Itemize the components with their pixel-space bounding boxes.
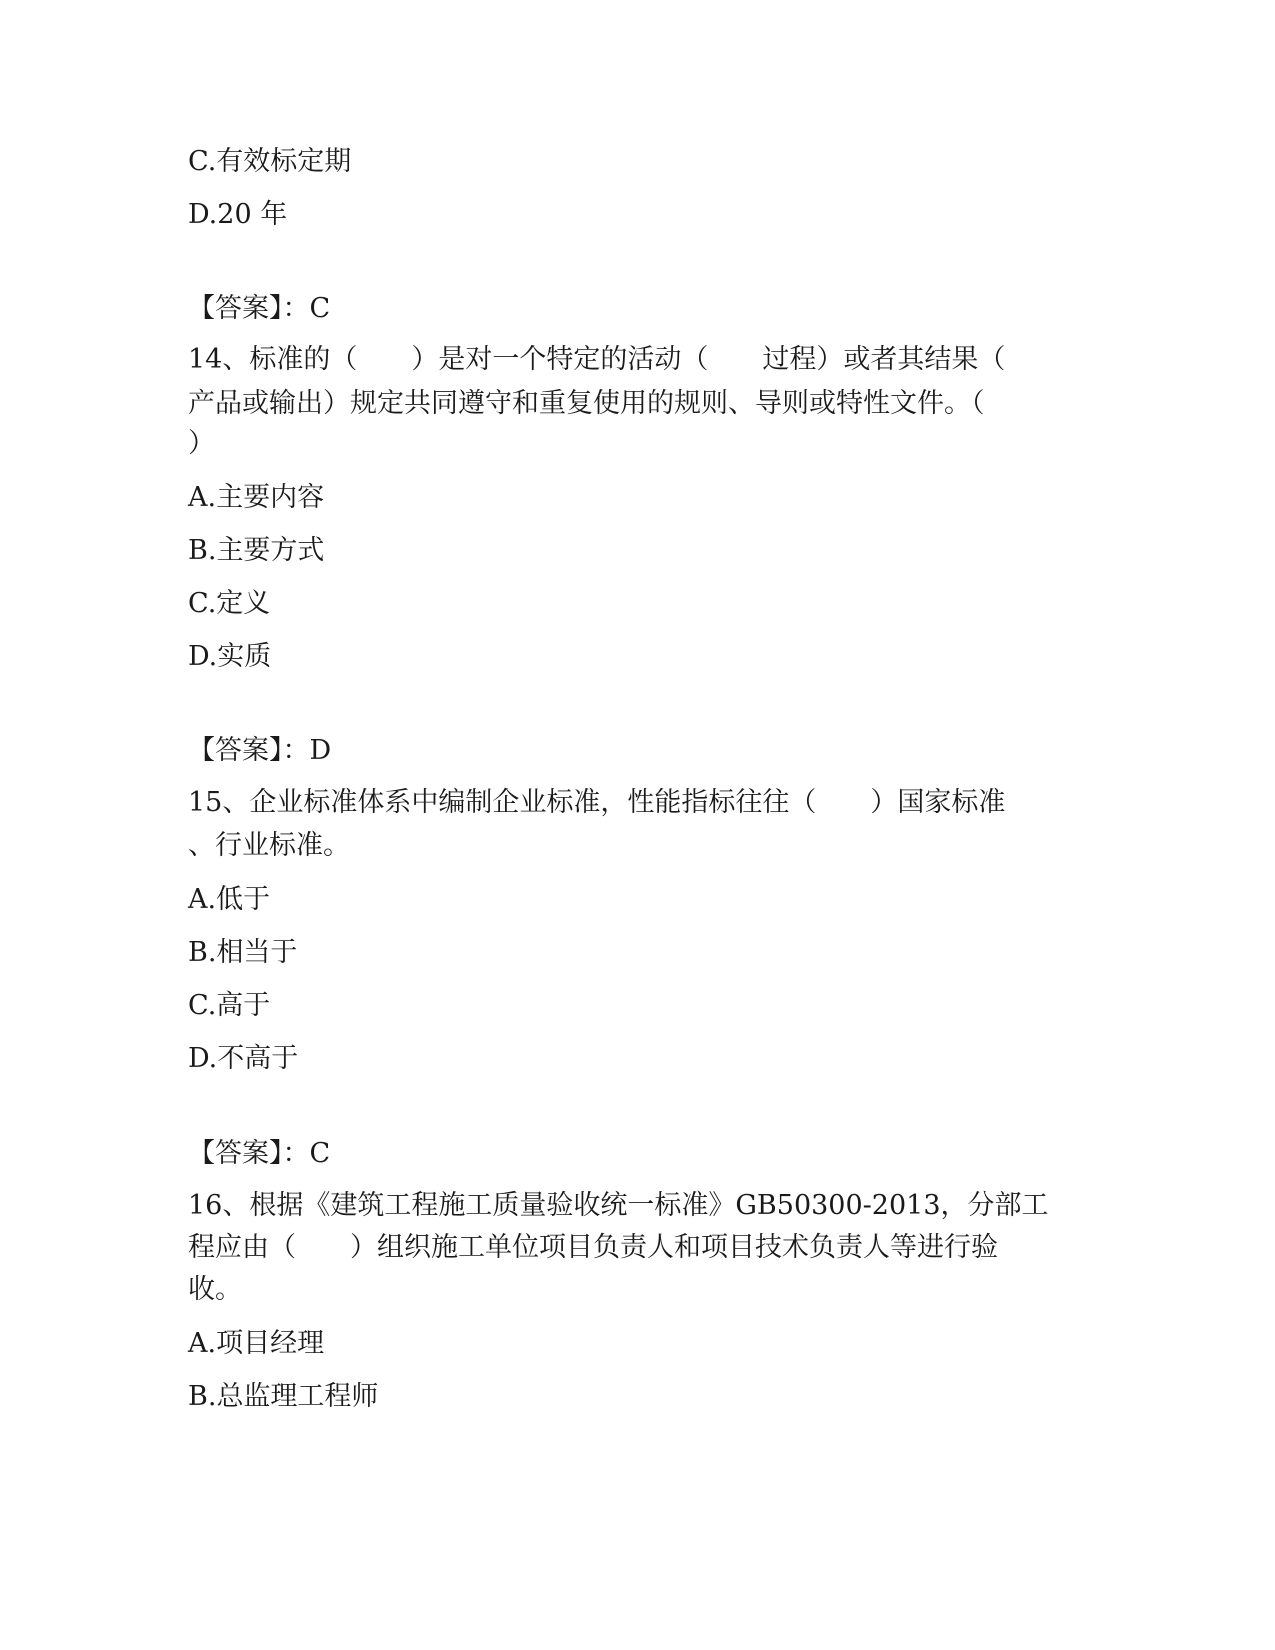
option-d: D.不高于 [188, 1043, 299, 1074]
option-c: C.高于 [188, 990, 271, 1021]
option-d: D.20 年 [188, 199, 288, 230]
question-16-line-3: 收。 [188, 1274, 242, 1305]
option-b: B.总监理工程师 [188, 1381, 379, 1412]
question-14-line-1: 14、标准的（ ）是对一个特定的活动（ 过程）或者其结果（ [188, 344, 1006, 375]
option-a: A.主要内容 [188, 482, 325, 513]
option-a: A.项目经理 [188, 1328, 325, 1359]
option-c: C.有效标定期 [188, 146, 352, 177]
question-14-line-2: 产品或输出）规定共同遵守和重复使用的规则、导则或特性文件。（ [188, 388, 985, 419]
option-a: A.低于 [188, 884, 271, 915]
option-d: D.实质 [188, 641, 272, 672]
question-16-line-2: 程应由（ ）组织施工单位项目负责人和项目技术负责人等进行验 [188, 1232, 998, 1263]
answer-line: 【答案】：C [188, 293, 331, 324]
answer-line: 【答案】：D [188, 735, 332, 766]
question-15-line-1: 15、企业标准体系中编制企业标准，性能指标往往（ ）国家标准 [188, 787, 1006, 818]
question-16-line-1: 16、根据《建筑工程施工质量验收统一标准》GB50300-2013，分部工 [188, 1190, 1049, 1221]
answer-line: 【答案】：C [188, 1138, 331, 1169]
option-b: B.相当于 [188, 937, 298, 968]
question-15-line-2: 、行业标准。 [188, 830, 350, 861]
option-c: C.定义 [188, 588, 271, 619]
option-b: B.主要方式 [188, 535, 325, 566]
question-14-line-3: ） [188, 428, 215, 459]
